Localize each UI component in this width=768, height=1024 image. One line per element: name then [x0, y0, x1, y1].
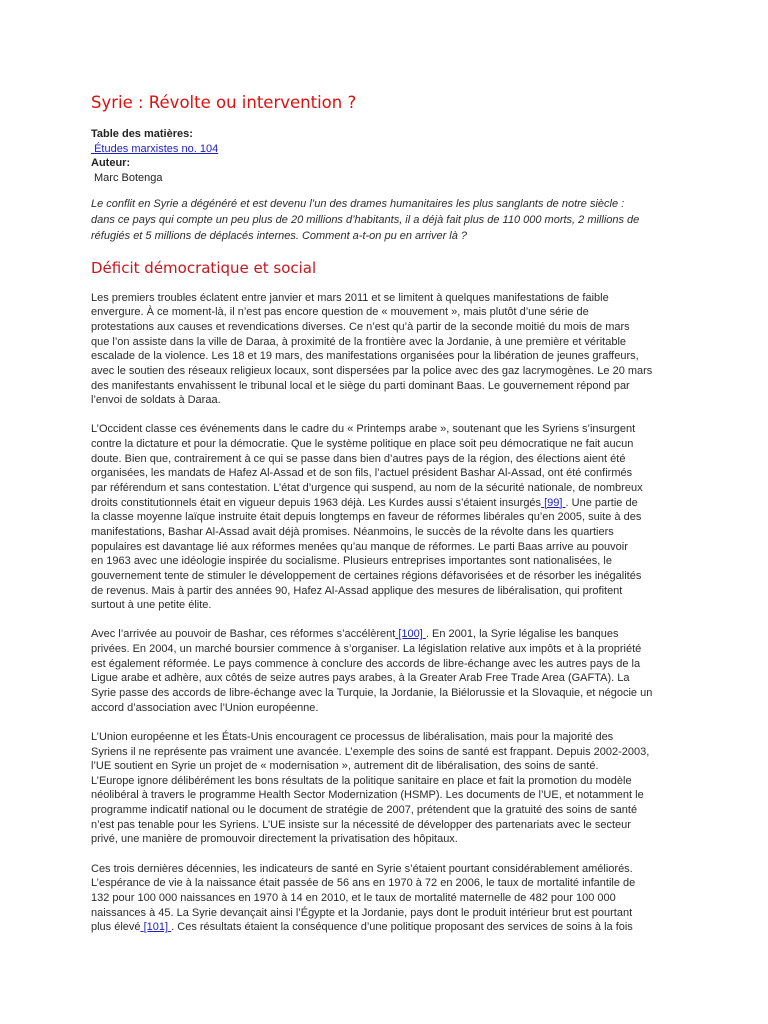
text-line — [91, 496, 652, 511]
text-line: L’Europe ignore délibérément les bons résultats de la politique sanitaire en place et fait la promotion du modèle — [91, 774, 632, 787]
text-line: organisées, les mandats de Hafez Al-Assad et de son fils, l’actuel président Bashar Al-Assad, ont été confirmés — [91, 467, 633, 480]
footnote-link[interactable]: [99] — [544, 496, 563, 509]
text-line: Ces trois dernières décennies, les indicateurs de santé en Syrie s’étaient pourtant considérablement améliorés. — [91, 862, 633, 875]
intro-line: dans ce pays qui compte un peu plus de 20 millions d’habitants, il a déjà fait plus de 110 000 morts, 2 millions de — [91, 214, 640, 226]
text-line: néolibéral à travers le programme Health Sector Modernization (HSMP). Les documents de l’UE, et notamment le — [91, 789, 644, 802]
text-line: accord d’association avec l’Union européenne. — [91, 701, 319, 714]
text-line: la classe moyenne laïque instruite était depuis longtemps en faveur de réformes libérales qu’en 2005, suite à des — [91, 511, 642, 524]
paragraph — [91, 627, 652, 715]
text-line: privé, une manière de promouvoir directement la privatisation des hôpitaux. — [91, 833, 458, 846]
paragraph — [91, 862, 652, 935]
text-line: l’UE soutient en Syrie un projet de « modernisation », autrement dit de libéralisation, des soins de santé. — [91, 760, 599, 773]
toc-row — [91, 142, 218, 157]
text-line: Syriens il ne représente pas vraiment une avancée. L’exemple des soins de santé est frappant. Depuis 2002-2003, — [91, 745, 650, 758]
text-line: que l’on assiste dans la ville de Daraa, à proximité de la frontière avec la Jordanie, à une première et véritable — [91, 335, 627, 348]
footnote-link[interactable]: [101] — [143, 921, 169, 934]
article-title: Syrie : Révolte ou intervention ? — [91, 93, 357, 112]
text-line: populaires est davantage lié aux réformes menées qu’au manque de réformes. Le parti Baas arrive au pouvoir — [91, 540, 628, 553]
toc-link[interactable]: Études marxistes no. 104 — [94, 142, 219, 155]
text-line: l’envoi de soldats à Daraa. — [91, 394, 221, 407]
toc-label: Table des matières: — [91, 128, 193, 140]
footnote-link[interactable]: [100] — [398, 628, 423, 641]
text-line: est également réformée. Le pays commence à conclure des accords de libre-échange avec les autres pays de la — [91, 657, 641, 670]
text-line: programme indicatif national ou le document de stratégie de 2007, prétendent que la gratuité des soins de santé — [91, 804, 638, 817]
article-body — [91, 291, 652, 950]
text-line: privées. En 2004, un marché boursier commence à s’organiser. La législation relative aux impôts et à la propriété — [91, 643, 642, 656]
text-line: manifestations, Bashar Al-Assad avait déjà promises. Néanmoins, le succès de la révolte dans les quartiers — [91, 525, 614, 538]
text-line: 132 pour 100 000 naissances en 1970 à 14 en 2010, et le taux de mortalité maternelle de 482 pour 100 000 — [91, 891, 616, 904]
text-line: L’Union européenne et les États-Unis encouragent ce processus de libéralisation, mais pour la majorité des — [91, 730, 614, 743]
text-line: n’est pas tenable pour les Syriens. L’UE insiste sur la nécessité de développer des partenariats avec le secteur — [91, 818, 631, 831]
text-line: surtout à une petite élite. — [91, 599, 212, 612]
paragraph — [91, 730, 652, 847]
text-line: par référendum et sans contestation. L’état d’urgence qui suspend, au nom de la sécurité nationale, de nombreux — [91, 482, 643, 495]
author-label: Auteur: — [91, 157, 131, 170]
text-segment: droits constitutionnels était en vigueur depuis 1963 déjà. Les Kurdes aussi s’étaient insurgés — [91, 496, 542, 509]
text-line: envergure. À ce moment-là, il n’est pas encore question de « mouvement », mais plutôt d’une série de — [91, 306, 589, 319]
text-segment: Avec l’arrivée au pouvoir de Bashar, ces réformes s’accélèrent — [91, 628, 396, 641]
intro-paragraph — [91, 196, 639, 244]
text-line — [91, 920, 652, 935]
text-line: protestations aux causes et revendications diverses. Ce n’est qu’à partir de la seconde moitié du mois de mars — [91, 320, 630, 333]
author-name: Marc Botenga — [94, 171, 163, 184]
text-line: escalade de la violence. Les 18 et 19 mars, des manifestations organisées pour la libération de jeunes graffeurs, — [91, 350, 639, 363]
text-line: de revenus. Mais à partir des années 90, Hafez Al-Assad applique des mesures de libéralisation, qui profitent — [91, 584, 623, 597]
text-line: doute. Bien que, contrairement à ce qui se passe dans bien d’autres pays de la région, des élections aient été — [91, 452, 626, 465]
text-line: L’espérance de vie à la naissance était passée de 56 ans en 1970 à 72 en 2006, le taux de mortalité infantile de — [91, 877, 636, 890]
text-line: avec le soutien des réseaux religieux locaux, sont dispersées par la police avec des gaz lacrymogènes. Le 20 mars — [91, 364, 653, 377]
text-segment: . Ces résultats étaient la conséquence d’une politique proposant des services de soins à la fois — [171, 921, 633, 934]
text-line: gouvernement tente de stimuler le développement de certaines régions défavorisées et de résorber les inégalités — [91, 569, 642, 582]
text-line: Les premiers troubles éclatent entre janvier et mars 2011 et se limitent à quelques manifestations de faible — [91, 291, 609, 304]
text-line: Syrie passe des accords de libre-échange avec la Turquie, la Jordanie, la Biélorussie et la Slovaquie, et négocie un — [91, 686, 653, 699]
text-line — [91, 627, 652, 642]
paragraph — [91, 422, 652, 612]
text-segment: plus élevé — [91, 921, 141, 934]
text-line: en 1963 avec une idéologie inspirée du socialisme. Plusieurs entreprises importantes sont nationalisées, le — [91, 555, 612, 568]
text-segment: . Une partie de — [565, 496, 638, 509]
text-line: naissances à 45. La Syrie devançait ainsi l’Égypte et la Jordanie, pays dont le produit intérieur brut est pourtant — [91, 906, 633, 919]
text-segment: . En 2001, la Syrie légalise les banques — [425, 628, 619, 641]
article-meta — [91, 127, 218, 186]
intro-line: réfugiés et 5 millions de déplacés internes. Comment a-t-on pu en arriver là ? — [91, 230, 468, 242]
intro-line: Le conflit en Syrie a dégénéré et est devenu l’un des drames humanitaires les plus sanglants de notre siècle : — [91, 198, 625, 210]
text-line: L’Occident classe ces événements dans le cadre du « Printemps arabe », soutenant que les Syriens s’insurgent — [91, 423, 636, 436]
text-line: des manifestants envahissent le tribunal local et le siège du parti dominant Baas. Le gouvernement répond par — [91, 379, 630, 392]
paragraph — [91, 291, 652, 408]
text-line: contre la dictature et pour la démocratie. Que le système politique en place soit peu démocratique ne fait aucun — [91, 438, 634, 451]
section-heading: Déficit démocratique et social — [91, 259, 317, 277]
text-line: Ligue arabe et adhère, aux côtés de seize autres pays arabes, à la Greater Arab Free Trade Area (GAFTA). La — [91, 672, 630, 685]
